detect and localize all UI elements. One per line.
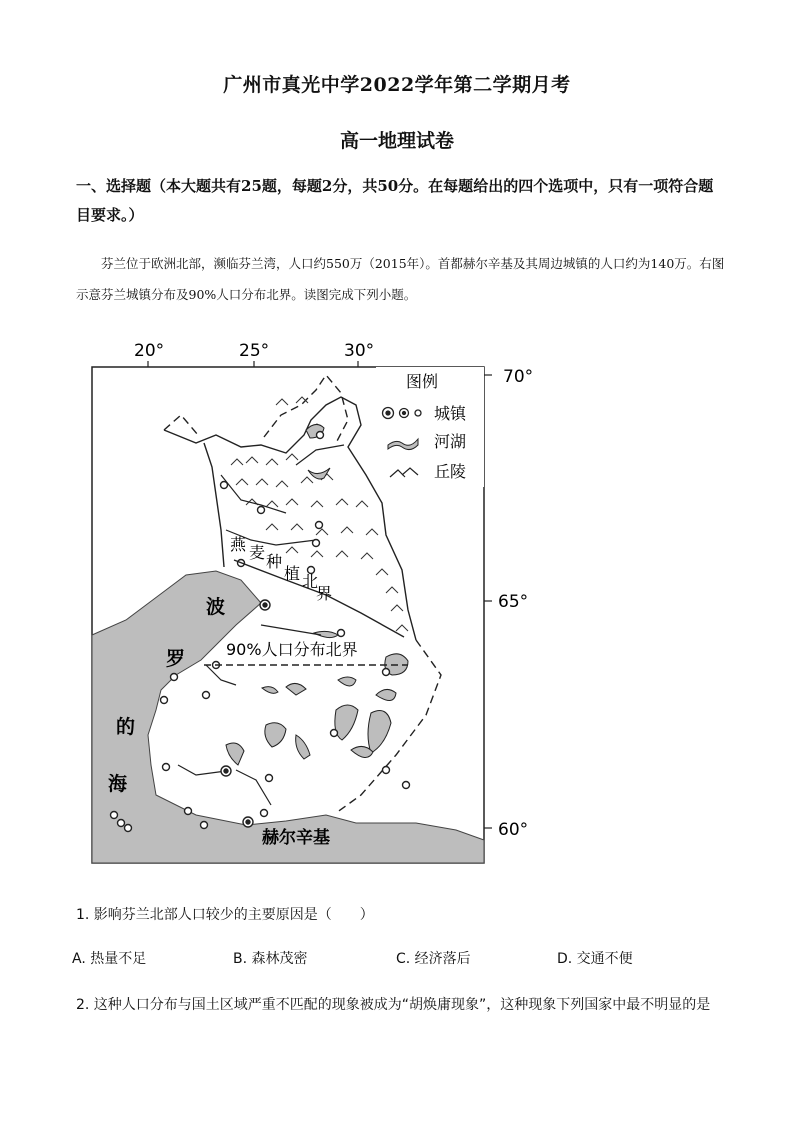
population-line-label: 90%人口分布北界	[226, 640, 358, 659]
oat-label-3: 种	[266, 552, 283, 571]
legend-town-label: 城镇	[434, 404, 467, 423]
oat-label-1: 燕	[230, 535, 247, 554]
legend-river-label: 河湖	[434, 432, 467, 451]
question-1-option-a[interactable]: A. 热量不足	[72, 951, 147, 967]
sea-label-3: 的	[116, 716, 136, 738]
question-1-option-d[interactable]: D. 交通不便	[557, 951, 633, 967]
capital-label: 赫尔辛基	[262, 828, 330, 848]
oat-label-6: 界	[316, 584, 333, 603]
question-1-option-b[interactable]: B. 森林茂密	[233, 951, 308, 967]
intro-paragraph: 芬兰位于欧洲北部，濒临芬兰湾，人口约550万（2015年）。首都赫尔辛基及其周边城镇的人口约为140万。右图示意芬兰城镇分布及90%人口分布北界。读图完成下列小题。	[76, 256, 725, 302]
question-1-stem: 1. 影响芬兰北部人口较少的主要原因是（ ）	[76, 907, 374, 923]
question-2-stem: 2. 这种人口分布与国土区域严重不匹配的现象被成为“胡焕庸现象”，这种现象下列国家中最不明显的是	[76, 997, 711, 1013]
legend	[376, 367, 484, 487]
question-1-option-c[interactable]: C. 经济落后	[396, 951, 471, 967]
legend-hill-label: 丘陵	[434, 462, 467, 481]
sea-label-1: 波	[206, 596, 226, 618]
lon-label-20: 20°	[134, 341, 165, 361]
lat-label-70: 70°	[503, 367, 534, 387]
oat-label-4: 植	[284, 564, 301, 583]
lon-label-25: 25°	[239, 341, 270, 361]
lat-label-60: 60°	[498, 820, 529, 840]
section-heading: 一、选择题（本大题共有25题，每题2分，共50分。在每题给出的四个选项中，只有一项符合题目要求。）	[76, 177, 714, 224]
sea-label-2: 罗	[166, 648, 186, 670]
exam-subtitle: 高一地理试卷	[339, 130, 454, 152]
oat-label-2: 麦	[249, 543, 266, 562]
exam-title: 广州市真光中学2022学年第二学期月考	[223, 74, 571, 96]
legend-title: 图例	[406, 372, 439, 391]
lat-label-65: 65°	[498, 592, 529, 612]
lon-label-30: 30°	[344, 341, 375, 361]
sea-label-4: 海	[108, 773, 128, 795]
finland-map	[86, 335, 546, 870]
oat-label-5: 北	[302, 572, 319, 591]
